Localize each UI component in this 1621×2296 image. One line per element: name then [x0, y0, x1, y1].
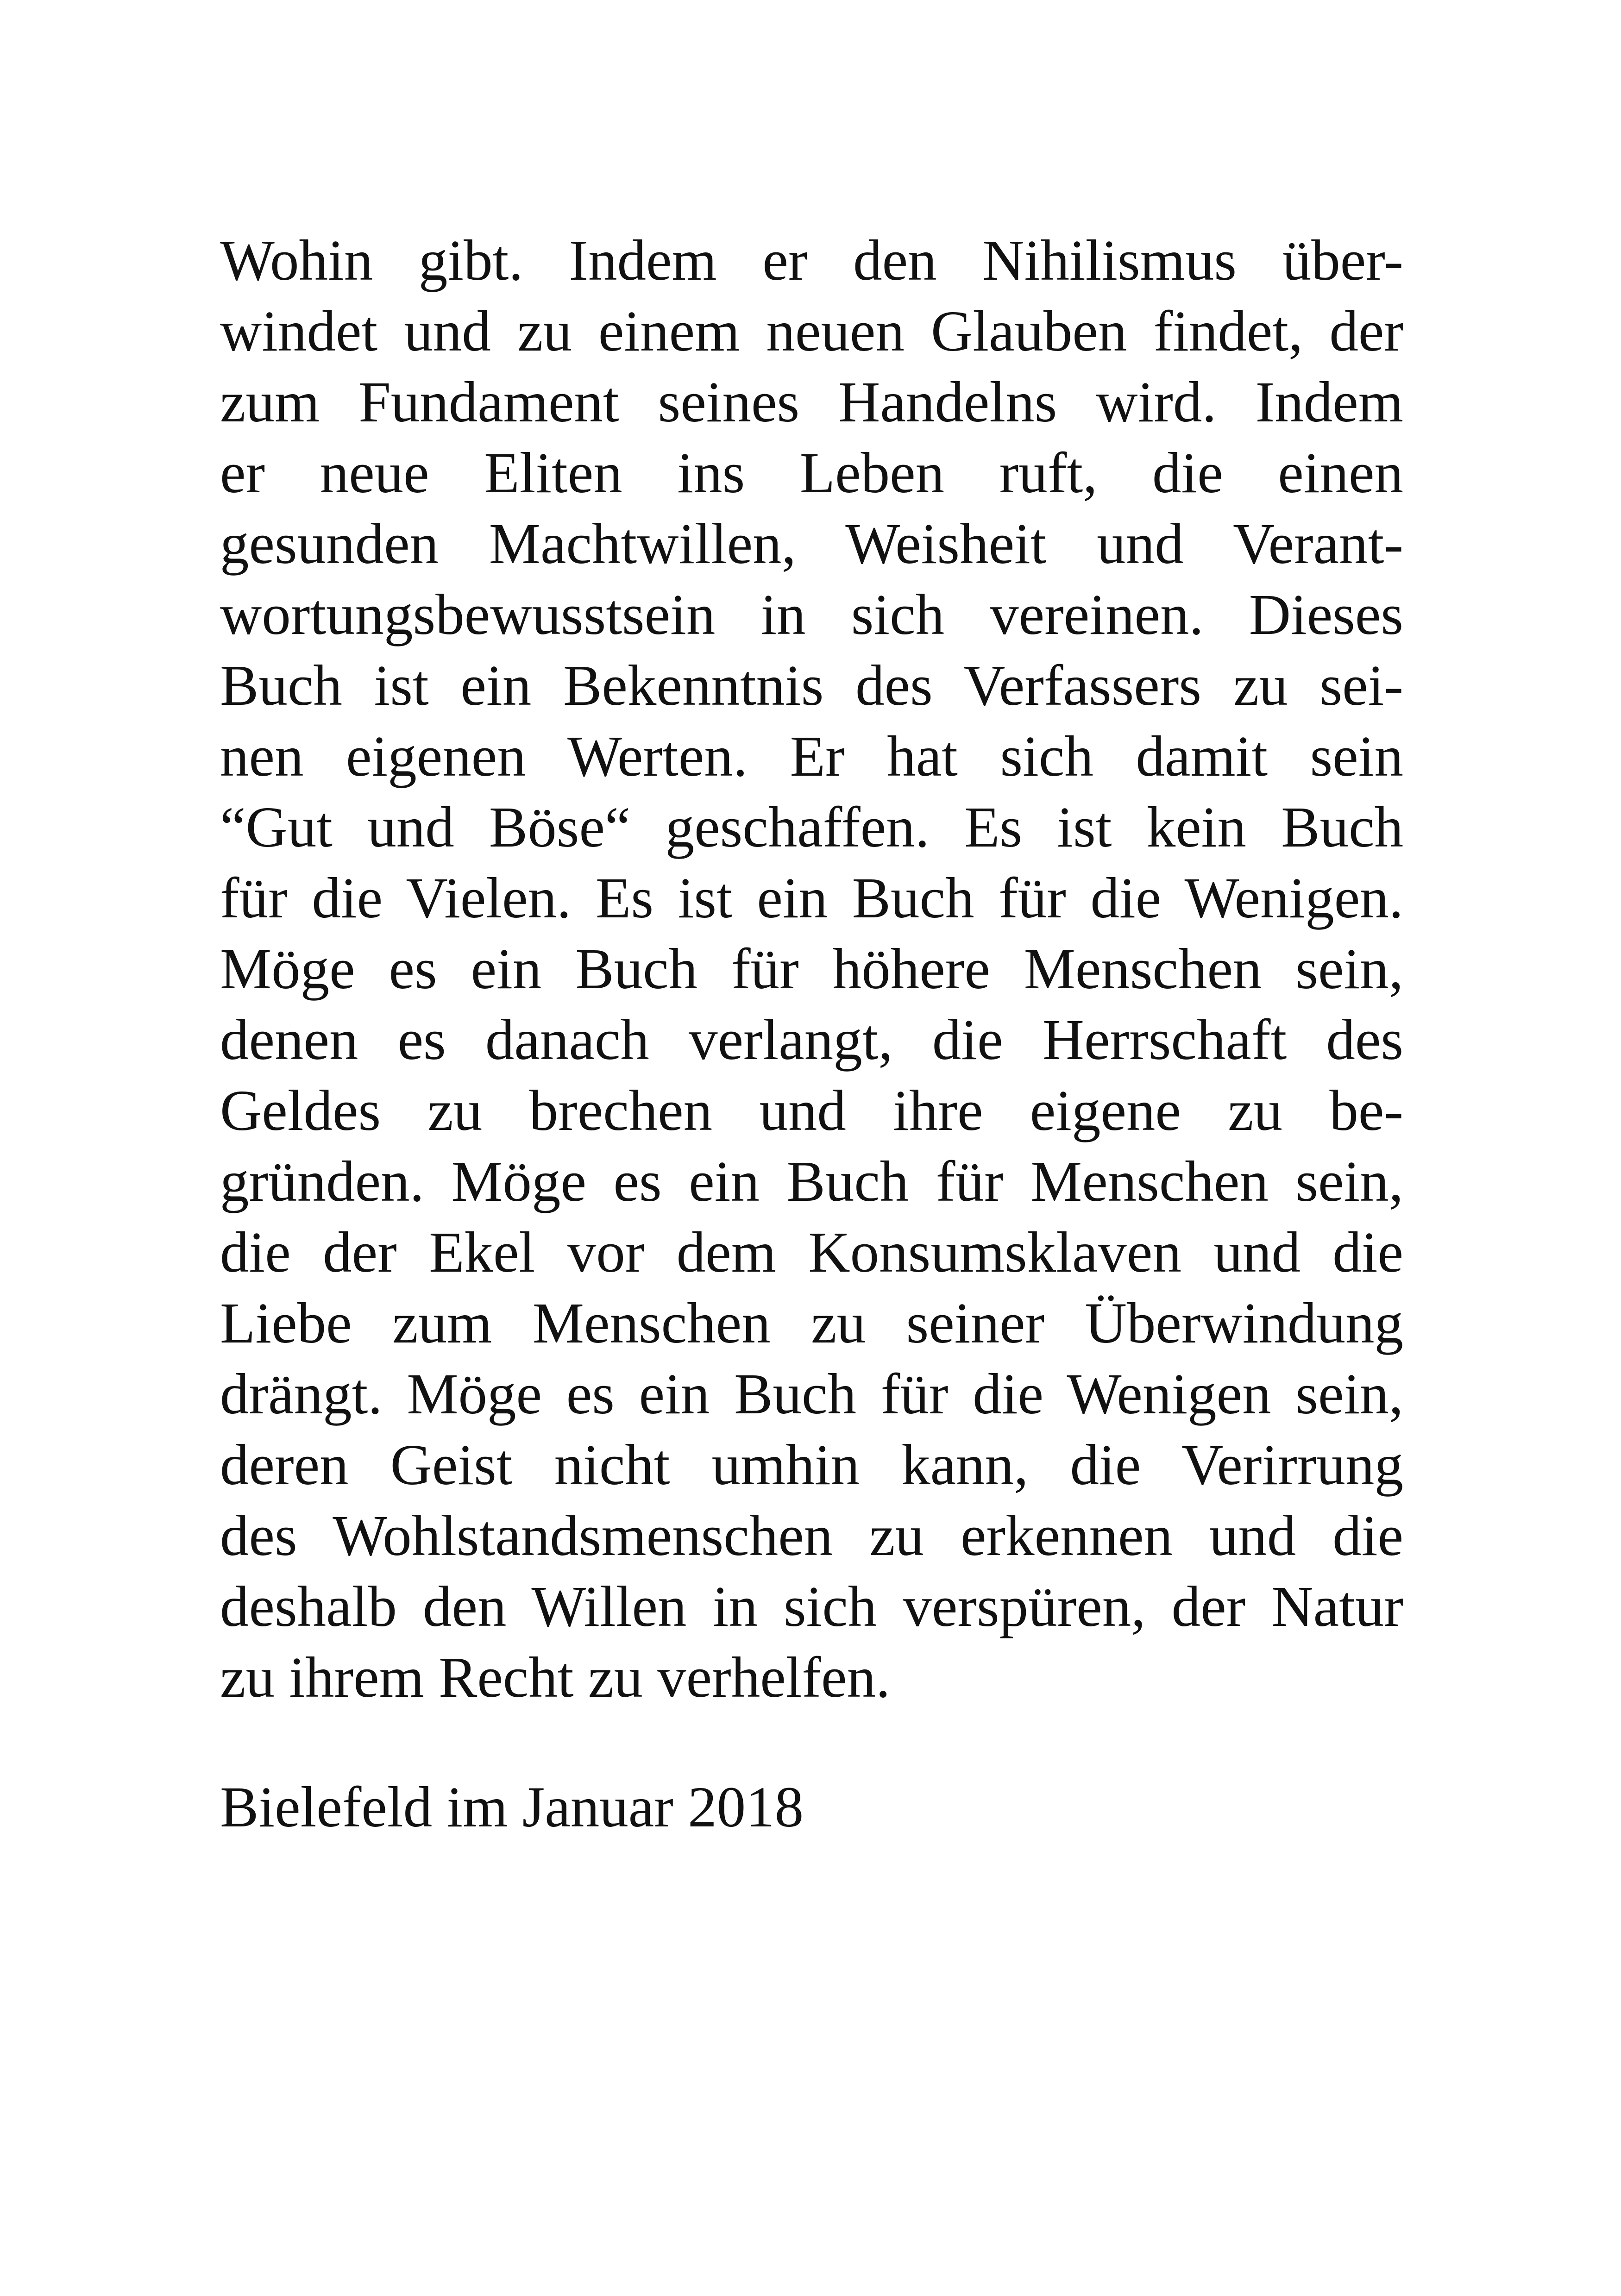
text-line: für die Vielen. Es ist ein Buch für die Wenigen.	[220, 866, 1403, 930]
text-line: “Gut und Böse“ geschaffen. Es ist kein Buch	[220, 796, 1403, 859]
text-line: des Wohlstandsmenschen zu erkennen und die	[220, 1504, 1403, 1568]
text-line: deren Geist nicht umhin kann, die Verirrung	[220, 1433, 1403, 1497]
body-text	[220, 226, 1403, 1713]
text-line: Buch ist ein Bekenntnis des Verfassers zu sei-	[220, 654, 1403, 718]
text-line: windet und zu einem neuen Glauben findet, der	[220, 300, 1403, 364]
text-line: wortungsbewusstsein in sich vereinen. Dieses	[220, 583, 1403, 647]
text-line: gesunden Machtwillen, Weisheit und Verant-	[220, 512, 1403, 576]
text-line: drängt. Möge es ein Buch für die Wenigen sein,	[220, 1362, 1403, 1426]
text-line: zum Fundament seines Handelns wird. Indem	[220, 370, 1403, 434]
text-line: Geldes zu brechen und ihre eigene zu be-	[220, 1079, 1403, 1143]
text-line: Wohin gibt. Indem er den Nihilismus über-	[220, 229, 1403, 293]
text-line: gründen. Möge es ein Buch für Menschen sein,	[220, 1150, 1403, 1214]
text-line: zu ihrem Recht zu verhelfen.	[220, 1646, 891, 1710]
text-line: denen es danach verlangt, die Herrschaft des	[220, 1008, 1403, 1072]
text-line: er neue Eliten ins Leben ruft, die einen	[220, 441, 1403, 505]
text-line: Liebe zum Menschen zu seiner Überwindung	[220, 1292, 1403, 1355]
text-line: die der Ekel vor dem Konsumsklaven und die	[220, 1221, 1403, 1285]
place-date-line: Bielefeld im Januar 2018	[220, 1775, 804, 1839]
text-line: nen eigenen Werten. Er hat sich damit sein	[220, 725, 1403, 789]
text-line: deshalb den Willen in sich verspüren, der Natur	[220, 1575, 1403, 1639]
text-line: Möge es ein Buch für höhere Menschen sein,	[220, 937, 1403, 1001]
